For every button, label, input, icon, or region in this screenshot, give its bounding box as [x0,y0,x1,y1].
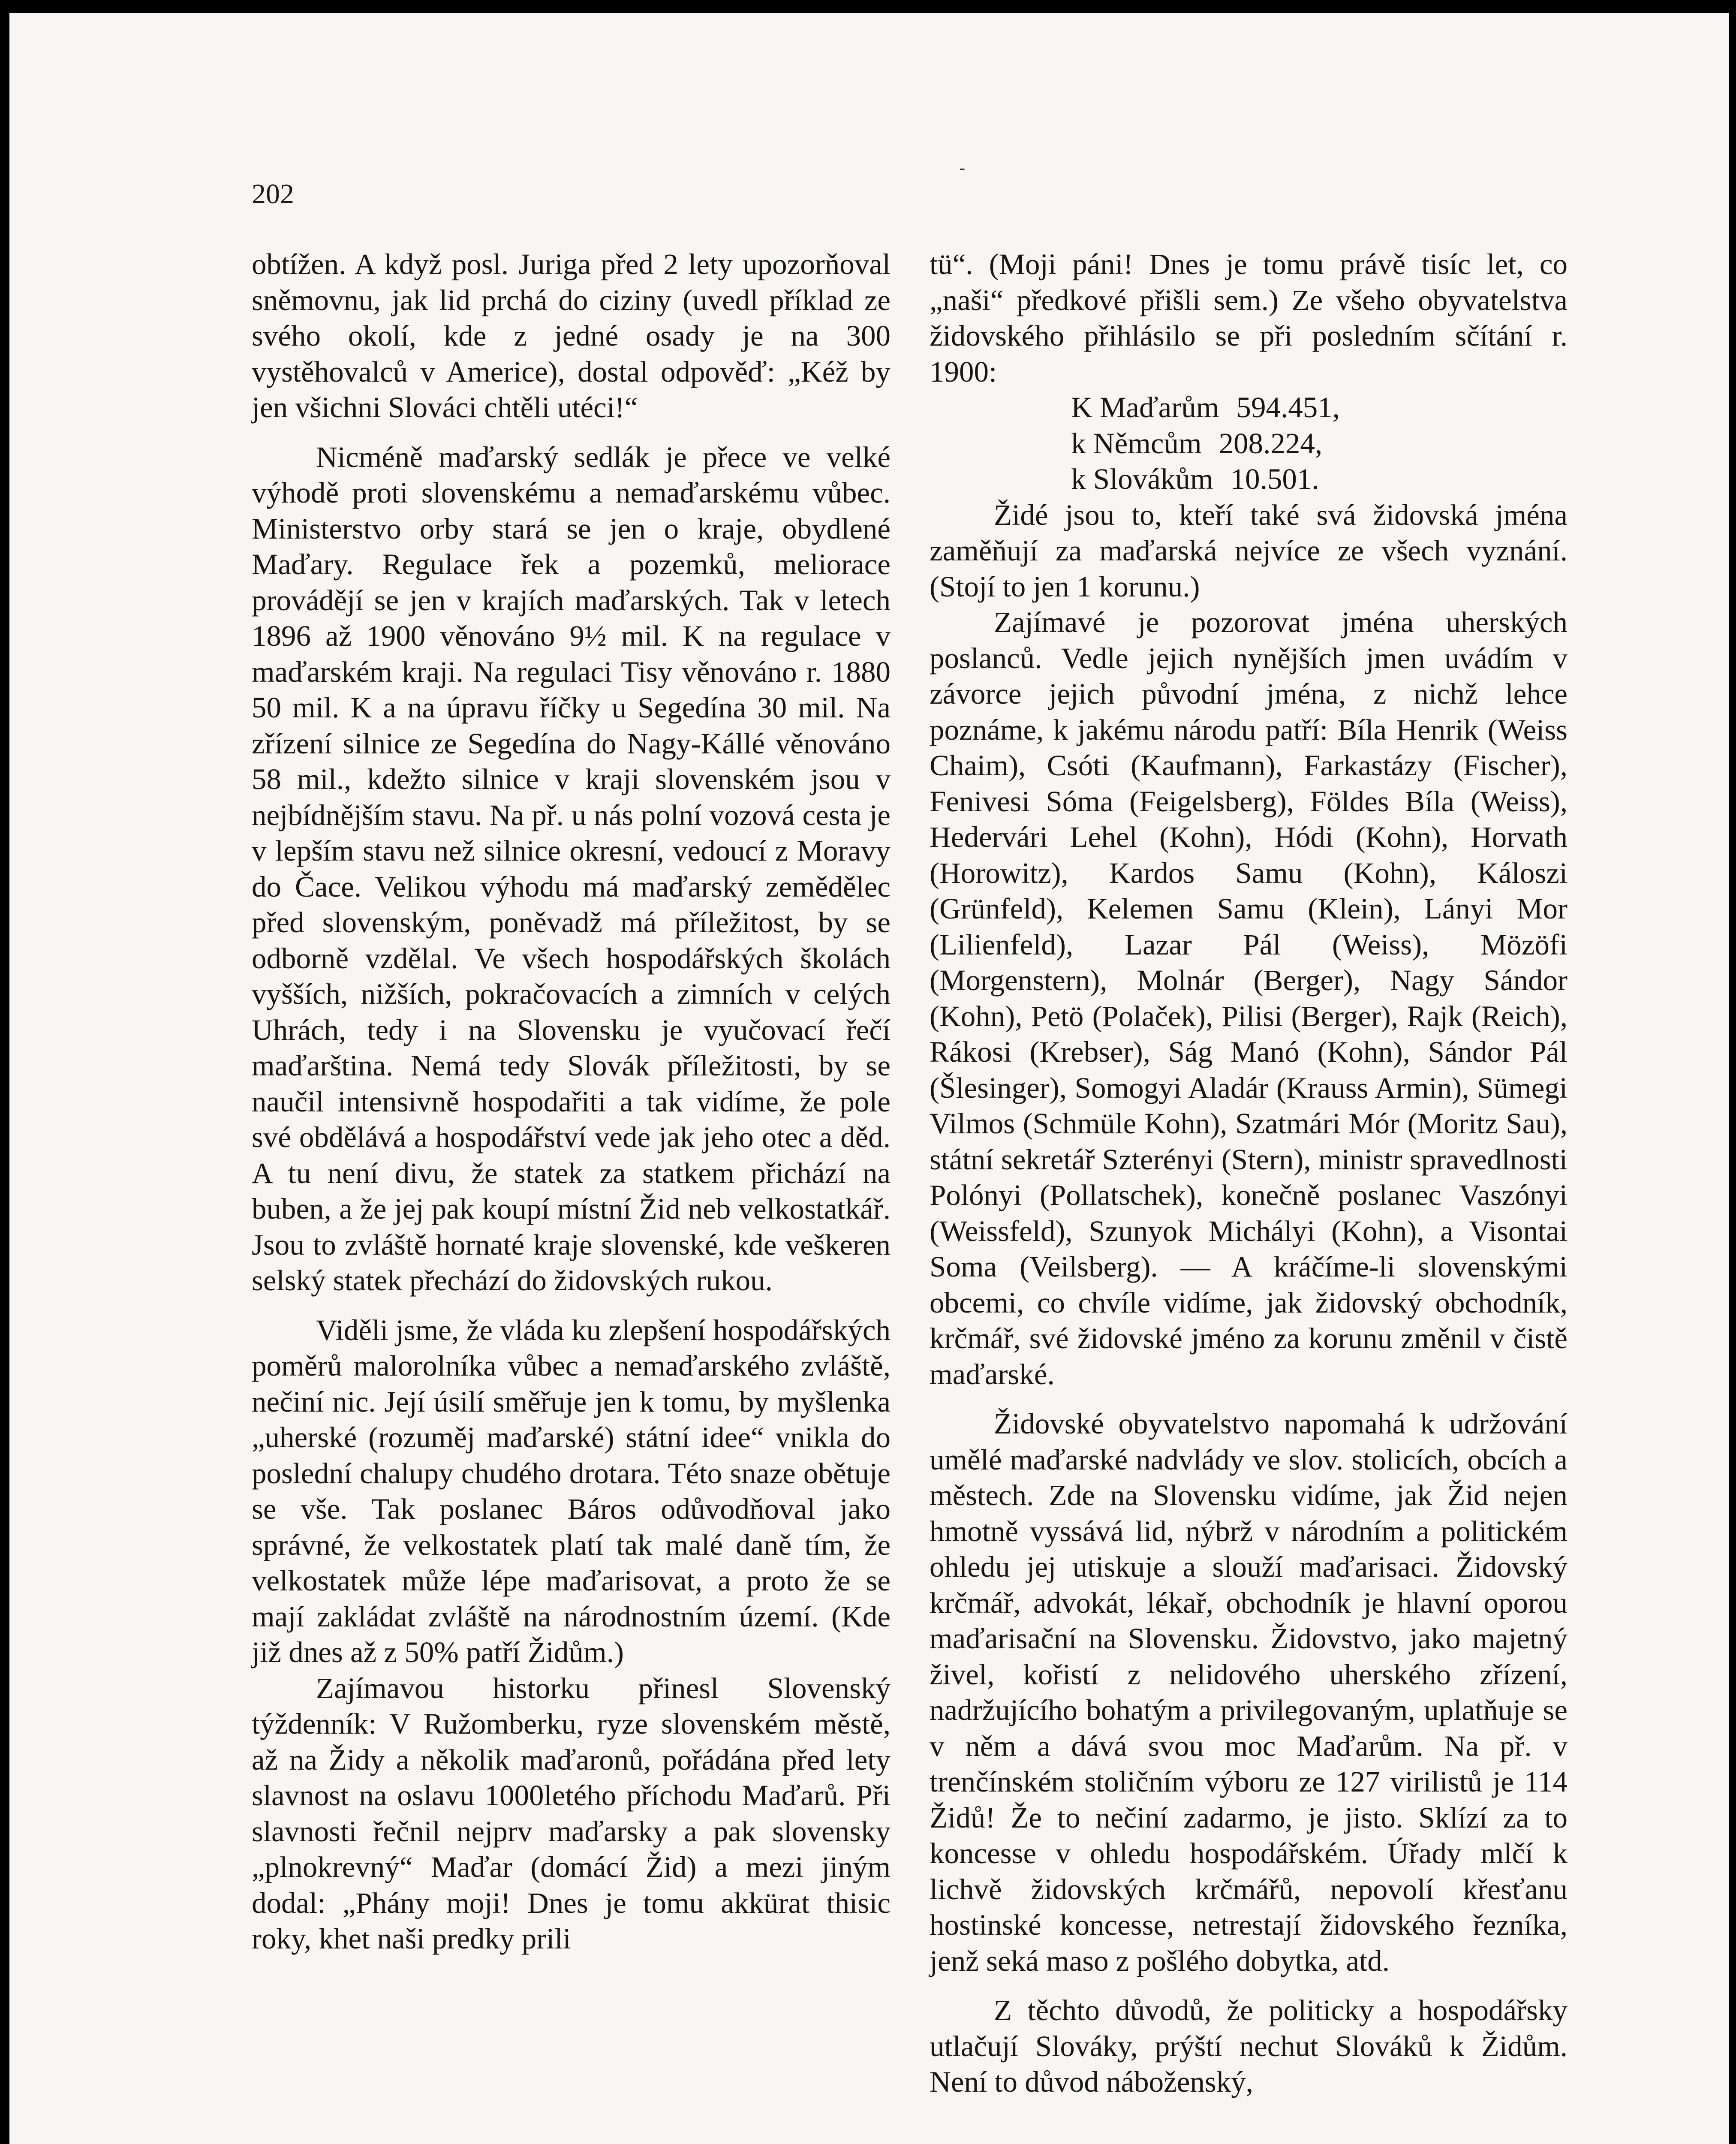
census-stats [1071,390,1568,497]
census-value: 594.451, [1236,391,1340,424]
page-number: 202 [252,178,294,210]
census-value: 208.224, [1219,427,1323,460]
book-page [9,13,1729,2144]
census-row [1071,461,1568,497]
left-paragraph-4: Zajímavou historku přinesl Slovenský týždenník: V Ružomberku, ryze slovenském městě, až na Židy a několik maďaronů, pořádána před lety slavnost na oslavu 1000letého příchodu Maďarů. Při slavnosti řečnil nejprv maďarsky a pak slovensky „plnokrevný“ Maďar (domácí Žid) a mezi jiným dodal: „Phány moji! Dnes je tomu akkürat thisic roky, khet naši predky prili [252,1671,891,1955]
census-label: K Maďarům [1071,391,1219,424]
left-paragraph-1: obtížen. A když posl. Juriga před 2 lety upozorňoval sněmovnu, jak lid prchá do ciziny (uvedl příklad ze svého okolí, kde z jedné osady je na 300 vystěhovalců v Americe), dostal odpověď: „Kéž by jen všichni Slováci chtěli utéci!“ [252,248,891,424]
right-column [930,247,1568,2100]
census-label: k Němcům [1071,427,1202,460]
right-paragraph-2: Židé jsou to, kteří také svá židovská jména zaměňují za maďarská nejvíce ze všech vyznání. (Stojí to jen 1 korunu.) [930,498,1568,603]
census-row [1071,426,1568,462]
scan-speck: - [959,159,966,178]
right-paragraph-5: Z těchto důvodů, že politicky a hospodářsky utlačují Slováky, prýští nechut Slováků k Židům. Není to důvod náboženský, [930,1994,1568,2098]
census-label: k Slovákům [1071,463,1213,495]
right-paragraph-4: Židovské obyvatelstvo napomahá k udržování umělé maďarské nadvlády ve slov. stolicích, obcích a městech. Zde na Slovensku vidíme, jak Žid nejen hmotně vyssává lid, nýbrž v národním a politickém ohledu jej utiskuje a slouží maďarisaci. Židovský krčmář, advokát, lékař, obchodník je hlavní oporou maďarisační na Slovensku. Židovstvo, jako majetný živel, kořistí z nelidového uherského zřízení, nadržujícího bohatým a privilegovaným, uplatňuje se v něm a dává svou moc Maďarům. Na př. v trenčínském stoličním výboru ze 127 virilistů je 114 Židů! Že to nečiní zadarmo, je jisto. Sklízí za to koncesse v ohledu hospodářském. Úřady mlčí k lichvě židovských krčmářů, nepovolí křesťanu hostinské koncesse, netrestají židovského řezníka, jenž seká maso z pošlého dobytka, atd. [930,1407,1568,1977]
census-row [1071,390,1568,426]
right-paragraph-3: Zajímavé je pozorovat jména uherských poslanců. Vedle jejich nynějších jmen uvádím v závorce jejich původní jména, z nichž lehce poznáme, k jakému národu patří: Bíla Henrik (Weiss Chaim), Csóti (Kaufmann), Farkastázy (Fischer), Fenivesi Sóma (Feigelsberg), Földes Bíla (Weiss), Hedervári Lehel (Kohn), Hódi (Kohn), Horvath (Horowitz), Kardos Samu (Kohn), Káloszi (Grünfeld), Kelemen Samu (Klein), Lányi Mor (Lilienfeld), Lazar Pál (Weiss), Mözöfi (Morgenstern), Molnár (Berger), Nagy Sándor (Kohn), Petö (Polaček), Pilisi (Berger), Rajk (Reich), Rákosi (Krebser), Ság Manó (Kohn), Sándor Pál (Šlesinger), Somogyi Aladár (Krauss Armin), Sümegi Vilmos (Schmüle Kohn), Szatmári Mór (Moritz Sau), státní sekretář Szterényi (Stern), ministr spravedlnosti Polónyi (Pollatschek), konečně poslanec Vaszónyi (Weissfeld), Szunyok Michályi (Kohn), a Visontai Soma (Veilsberg). — A kráčíme-li slovenskými obcemi, co chvíle vidíme, jak židovský obchodník, krčmář, své židovské jméno za korunu změnil v čistě maďarské. [930,606,1568,1391]
left-paragraph-3: Viděli jsme, že vláda ku zlepšení hospodářských poměrů malorolníka vůbec a nemaďarského zvláště, nečiní nic. Její úsilí směřuje jen k tomu, by myšlenka „uherské (rozuměj maďarské) státní idee“ vnikla do poslední chalupy chudého drotara. Této snaze obětuje se vše. Tak poslanec Báros odůvodňoval jako správné, že velkostatek platí tak malé daně tím, že velkostatek může lépe maďarisovat, a proto že se mají zakládat zvláště na národnostním území. (Kde již dnes až z 50% patří Židům.) [252,1313,891,1668]
left-paragraph-2: Nicméně maďarský sedlák je přece ve velké výhodě proti slovenskému a nemaďarskému vůbec. Ministerstvo orby stará se jen o kraje, obydlené Maďary. Regulace řek a pozemků, meliorace provádějí se jen v krajích maďarských. Tak v letech 1896 až 1900 věnováno 9½ mil. K na regulace v maďarském kraji. Na regulaci Tisy věnováno r. 1880 50 mil. K a na úpravu říčky u Segedína 30 mil. Na zřízení silnice ze Segedína do Nagy-Kállé věnováno 58 mil., kdežto silnice v kraji slovenském jsou v nejbídnějším stavu. Na př. u nás polní vozová cesta je v lepším stavu než silnice okresní, vedoucí z Moravy do Čace. Velikou výhodu má maďarský zemědělec před slovenským, poněvadž má příležitost, by se odborně vzdělal. Ve všech hospodářských školách vyšších, nižších, pokračovacích a zimních v celých Uhrách, tedy i na Slovensku je vyučovací řečí maďarština. Nemá tedy Slovák příležitosti, by se naučil intensivně hospodařiti a tak vidíme, že pole své obdělává a hospodářství vede jak jeho otec a děd. A tu není divu, že statek za statkem přichází na buben, a že jej pak koupí místní Žid neb velkostatkář. Jsou to zvláště hornaté kraje slovenské, kde veškeren selský statek přechází do židovských rukou. [252,440,891,1297]
census-value: 10.501. [1230,463,1319,495]
right-paragraph-1: tü“. (Moji páni! Dnes je tomu právě tisíc let, co „naši“ předkové přišli sem.) Ze všeho obyvatelstva židovského přihlásilo se při posledním sčítání r. 1900: [930,248,1568,388]
left-column [252,247,891,1957]
